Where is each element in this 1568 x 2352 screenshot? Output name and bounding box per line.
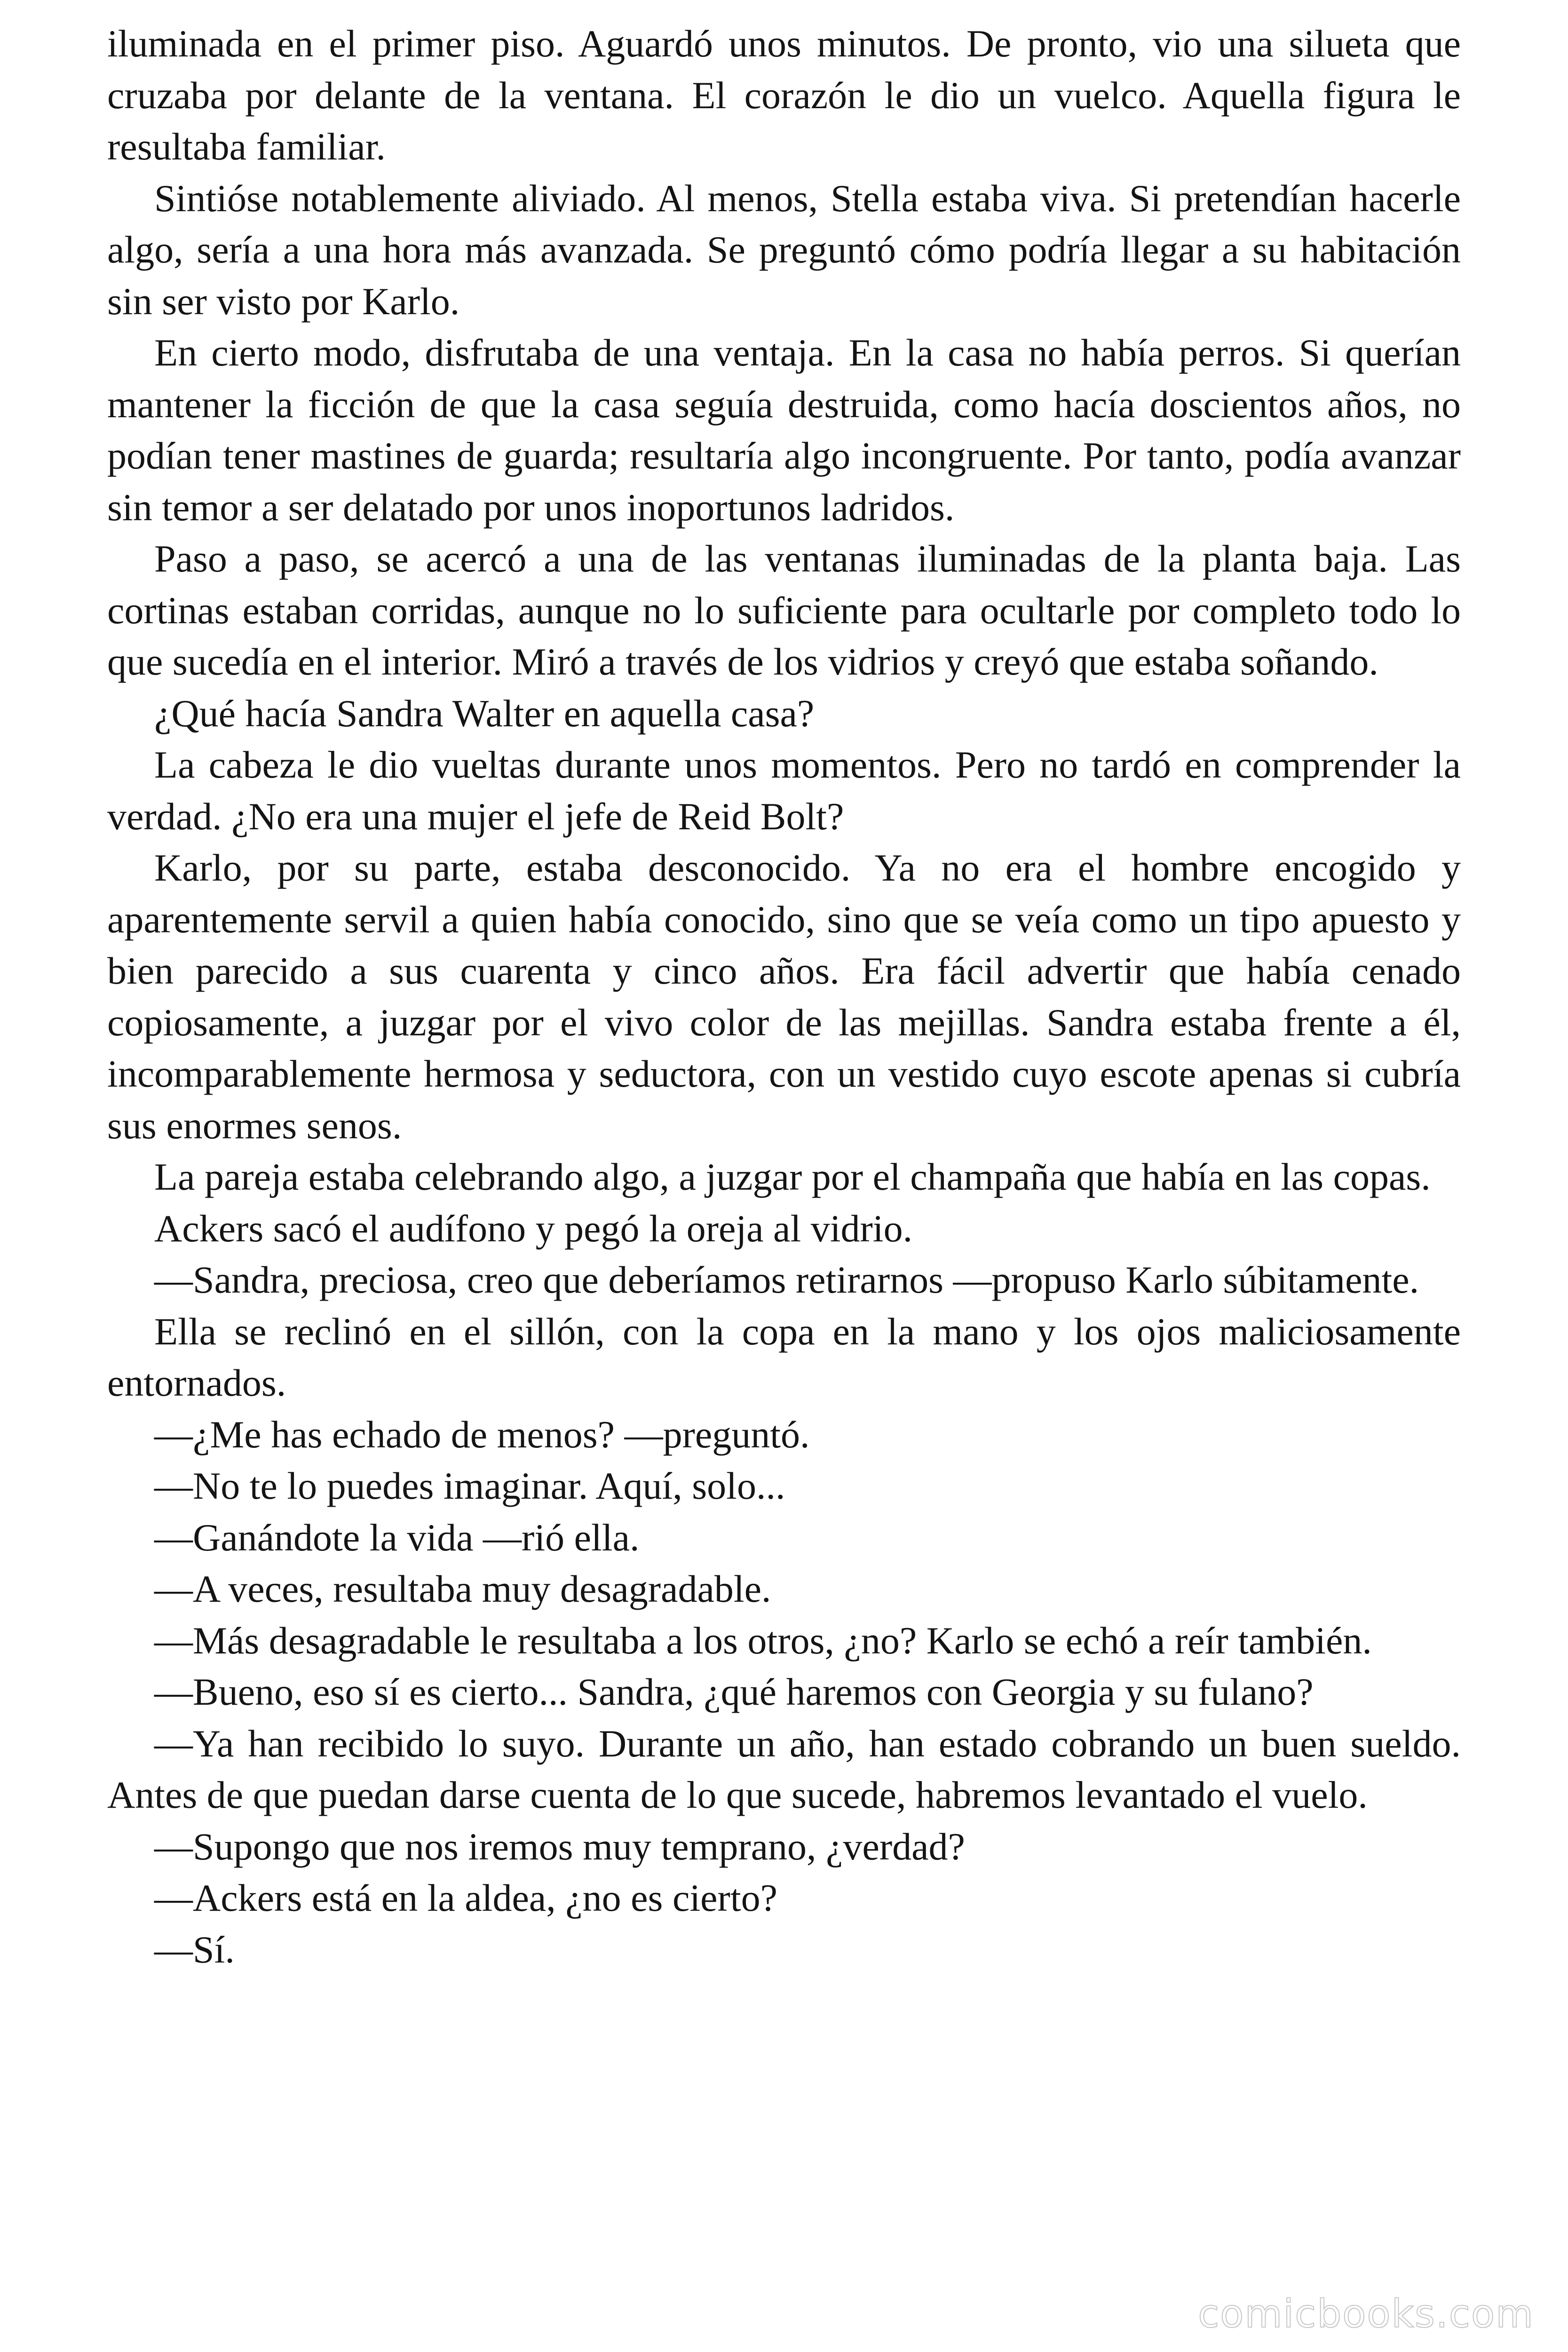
dialogue-line: —Supongo que nos iremos muy temprano, ¿verdad? <box>154 1825 965 1868</box>
dialogue-line: —No te lo puedes imaginar. Aquí, solo... <box>154 1464 785 1507</box>
dialogue-line: —Ya han recibido lo suyo. Durante un año, han estado cobrando un buen sueldo. Antes de que puedan darse cuenta de lo que sucede, habremos levantado el vuelo. <box>107 1722 1461 1816</box>
paragraph: La cabeza le dio vueltas durante unos momentos. Pero no tardó en comprender la verdad. ¿No era una mujer el jefe de Reid Bolt? <box>107 743 1461 838</box>
paragraph: La pareja estaba celebrando algo, a juzgar por el champaña que había en las copas. <box>154 1155 1431 1198</box>
dialogue-line: —Bueno, eso sí es cierto... Sandra, ¿qué haremos con Georgia y su fulano? <box>154 1670 1314 1713</box>
paragraph: ¿Qué hacía Sandra Walter en aquella casa? <box>154 691 815 735</box>
paragraph: Ella se reclinó en el sillón, con la copa en la mano y los ojos maliciosamente entornados. <box>107 1310 1461 1404</box>
dialogue-line: —Más desagradable le resultaba a los otros, ¿no? Karlo se echó a reír también. <box>154 1619 1372 1662</box>
paragraph: Paso a paso, se acercó a una de las ventanas iluminadas de la planta baja. Las cortinas estaban corridas, aunque no lo suficiente para ocultarle por completo todo lo que sucedía en el interior. Miró a través de los vidrios y creyó que estaba soñando. <box>107 537 1461 683</box>
book-page-text <box>107 18 1461 1975</box>
paragraph: iluminada en el primer piso. Aguardó unos minutos. De pronto, vio una silueta que cruzaba por delante de la ventana. El corazón le dio un vuelco. Aquella figura le resultaba familiar. <box>107 22 1461 168</box>
site-watermark: comicbooks.com <box>1198 2292 1534 2336</box>
dialogue-line: —Sandra, preciosa, creo que deberíamos retirarnos —propuso Karlo súbitamente. <box>154 1258 1419 1301</box>
dialogue-line: —¿Me has echado de menos? —preguntó. <box>154 1413 810 1456</box>
paragraph: Karlo, por su parte, estaba desconocido. Ya no era el hombre encogido y aparentemente servil a quien había conocido, sino que se veía como un tipo apuesto y bien parecido a sus cuarenta y cinco años. Era fácil advertir que había cenado copiosamente, a juzgar por el vivo color de las mejillas. Sandra estaba frente a él, incomparablemente hermosa y seductora, con un vestido cuyo escote apenas si cubría sus enormes senos. <box>107 846 1461 1147</box>
paragraph: Sintióse notablemente aliviado. Al menos, Stella estaba viva. Si pretendían hacerle algo, sería a una hora más avanzada. Se preguntó cómo podría llegar a su habitación sin ser visto por Karlo. <box>107 176 1461 323</box>
paragraph: Ackers sacó el audífono y pegó la oreja al vidrio. <box>154 1207 913 1250</box>
paragraph: En cierto modo, disfrutaba de una ventaja. En la casa no había perros. Si querían mantener la ficción de que la casa seguía destruida, como hacía doscientos años, no podían tener mastines de guarda; resultaría algo incongruente. Por tanto, podía avanzar sin temor a ser delatado por unos inoportunos ladridos. <box>107 331 1461 529</box>
dialogue-line: —Sí. <box>154 1928 235 1971</box>
dialogue-line: —Ganándote la vida —rió ella. <box>154 1516 640 1559</box>
dialogue-line: —A veces, resultaba muy desagradable. <box>154 1567 771 1610</box>
dialogue-line: —Ackers está en la aldea, ¿no es cierto? <box>154 1876 778 1919</box>
